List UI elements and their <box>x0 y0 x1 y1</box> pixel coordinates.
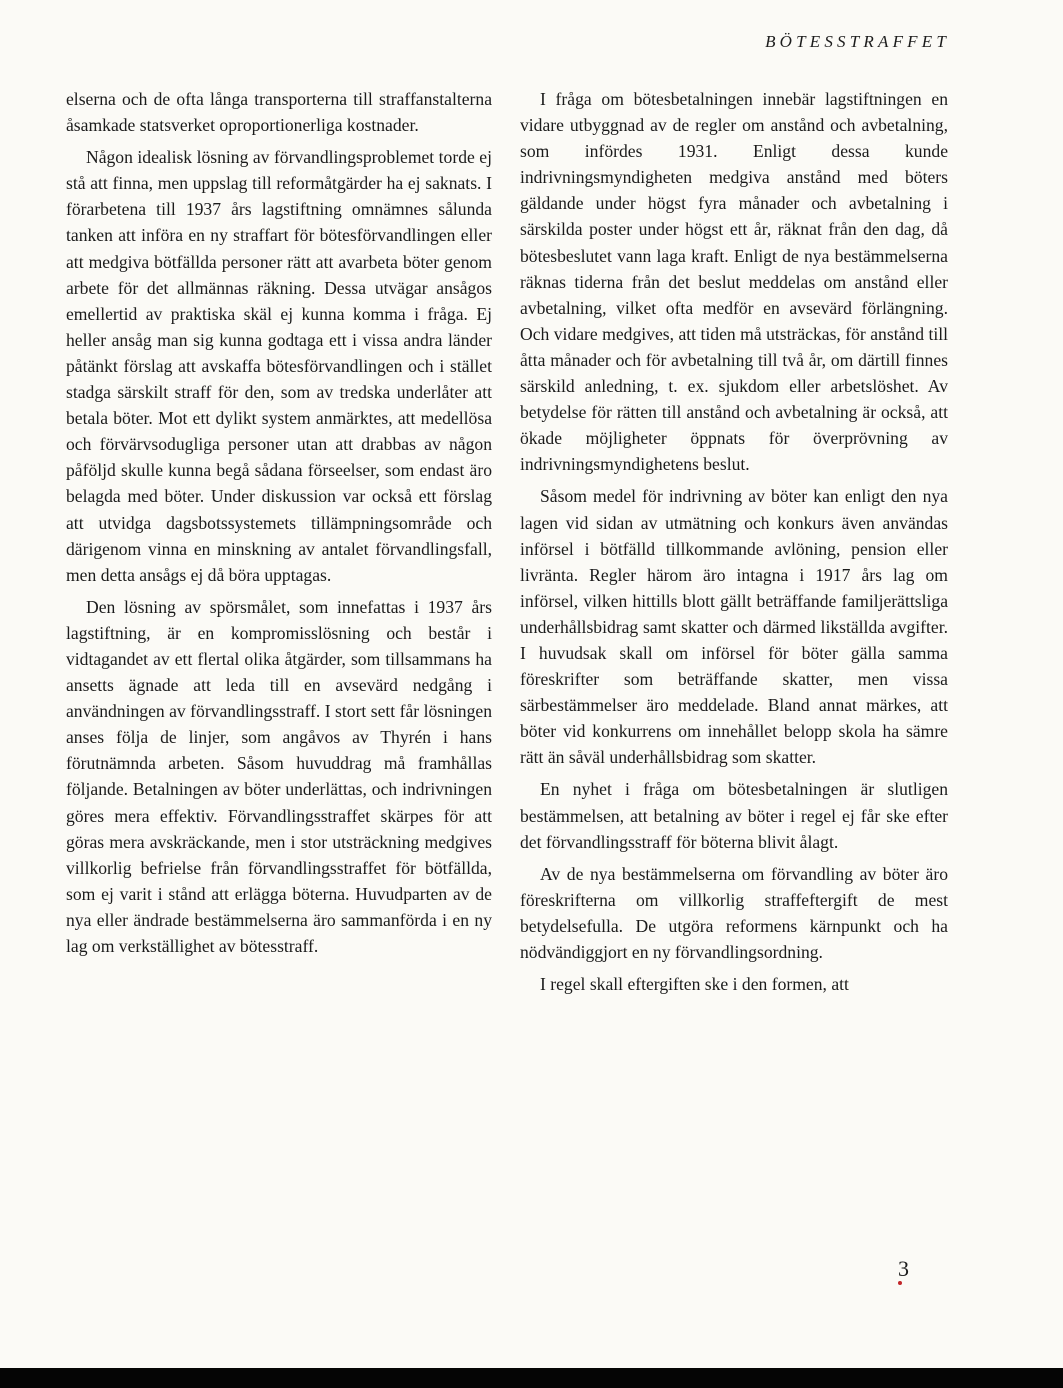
paragraph: I fråga om bötesbetalningen innebär lagstiftningen en vidare utbyggnad av de regler om anstånd och avbetalning, som infördes 1931. Enligt dessa kunde indrivningsmyndigheten medgiva anstånd med böters gäldande under högst fyra månader och avbetalning i särskilda poster under högst ett år, räknat från den dag, då bötesbeslutet vann laga kraft. Enligt de nya bestämmelserna räknas tiderna från det beslut meddelas om anstånd eller avbetalning, vilket ofta medför en avsevärd förlängning. Och vidare medgives, att tiden må utsträckas, för anstånd till åtta månader och för avbetalning till två år, om därtill finnes särskild anledning, t. ex. sjukdom eller arbetslöshet. Av betydelse för rätten till anstånd och avbetalning är också, att ökade möjligheter öppnats för överprövning av indrivningsmyndighetens beslut. <box>520 89 948 475</box>
left-column <box>66 86 492 965</box>
page-number: 3 <box>898 1256 909 1281</box>
paragraph: En nyhet i fråga om bötesbetalningen är slutligen bestämmelsen, att betalning av böter i regel ej får ske efter det förvandlingsstraff för böterna blivit ålagt. <box>520 779 948 852</box>
running-head: BÖTESSTRAFFET <box>765 32 950 51</box>
ink-dot-mark <box>898 1281 902 1285</box>
paragraph: Någon idealisk lösning av förvandlingsproblemet torde ej stå att finna, men uppslag till reformåtgärder ha ej saknats. I förarbetena till 1937 års lagstiftning omnämnes sålunda tanken att införa en ny straffart för bötesförvandlingen eller att medgiva bötfällda personer rätt att avarbeta böter genom arbete för det allmännas räkning. Dessa utvägar ansågos emellertid av praktiska skäl ej kunna komma i fråga. Ej heller ansåg man sig kunna godtaga ett i vissa andra länder påtänkt förslag att avskaffa bötesförvandlingen och i stället stadga särskilt straff för den, som av tredska underlåter att betala böter. Mot ett dylikt system anmärktes, att medellösa och förvärvsodugliga personer utan att drabbas av någon påföljd skulle kunna begå sådana förseelser, som endast äro belagda med böter. Under diskussion var också ett förslag att utvidga dagsbotssystemets tillämpningsområde och därigenom vinna en minskning av antalet förvandlingsfall, men detta ansågs ej då böra upptagas. <box>66 147 492 585</box>
paragraph: I regel skall eftergiften ske i den formen, att <box>540 974 849 995</box>
paragraph: elserna och de ofta långa transporterna till straffanstalterna åsamkade statsverket oproportionerliga kostnader. <box>66 89 492 136</box>
paragraph: Såsom medel för indrivning av böter kan enligt den nya lagen vid sidan av utmätning och konkurs även användas införsel i bötfälld tillkommande avlöning, pension eller livränta. Regler härom äro intagna i 1917 års lag om införsel, vilken hittills blott gällt beträffande familjerättsliga underhållsbidrag samt skatter och därmed likställda avgifter. I huvudsak skall om införsel för böter gälla samma föreskrifter som beträffande skatter, men vissa särbestämmelser äro meddelade. Bland annat märkes, att böter vid konkurrens om innehållet belopp skola ha sämre rätt än såväl underhållsbidrag som skatter. <box>520 486 948 768</box>
paragraph: Av de nya bestämmelserna om förvandling av böter äro föreskrifterna om villkorlig straffeftergift de mest betydelsefulla. De utgöra reformens kärnpunkt och ha nödvändiggjort en ny förvandlingsordning. <box>520 863 948 962</box>
paragraph: Den lösning av spörsmålet, som innefattas i 1937 års lagstiftning, är en kompromisslösning och består i vidtagandet av ett flertal olika åtgärder, som tillsammans ha ansetts ägnade att leda till en avsevärd nedgång i användningen av förvandlingsstraff. I stort sett får lösningen anses följa de linjer, som angåvos av Thyrén i hans förutnämnda arbeten. Såsom huvuddrag må framhållas följande. Betalningen av böter underlättas, och indrivningen göres mera effektiv. Förvandlingsstraffet skärpes för att göras mera avskräckande, men i stor utsträckning medgives villkorlig befrielse från förvandlingsstraffet för bötfällda, som ej varit i stånd att erlägga böterna. Huvudparten av de nya eller ändrade bestämmelserna äro sammanförda i en ny lag om verkställighet av bötesstraff. <box>66 596 492 956</box>
right-column <box>520 86 948 1003</box>
scan-border <box>0 1368 1063 1388</box>
